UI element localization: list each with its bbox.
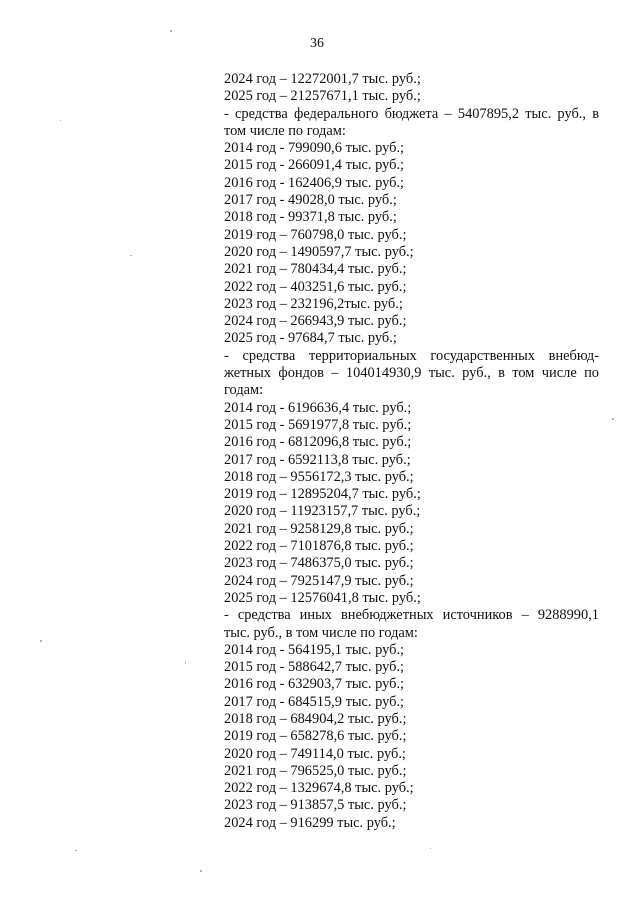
page-number: 36 [310,36,324,51]
text-line: том числе по годам: [224,122,346,139]
text-line: 2023 год – 232196,2тыс. руб.; [224,295,403,312]
text-line: 2025 год – 21257671,1 тыс. руб.; [224,88,421,105]
text-line: 2019 год – 658278,6 тыс. руб.; [224,728,407,745]
text-line: 2025 год - 97684,7 тыс. руб.; [224,330,397,347]
text-line: 2024 год – 7925147,9 тыс. руб.; [224,572,414,589]
text-line: 2024 год – 266943,9 тыс. руб.; [224,313,407,330]
text-line: 2024 год – 916299 тыс. руб.; [224,814,396,831]
text-line: 2021 год – 9258129,8 тыс. руб.; [224,520,414,537]
text-line: 2024 год – 12272001,7 тыс. руб.; [224,71,421,87]
text-line: - средства территориальных государственных внебюд- [224,347,599,364]
text-line: 2014 год - 564195,1 тыс. руб.; [224,641,405,658]
text-line: 2014 год - 799090,6 тыс. руб.; [224,140,405,157]
scan-speck [170,30,172,32]
text-line: 2014 год - 6196636,4 тыс. руб.; [224,399,412,416]
text-line: - средства федерального бюджета – 5407895,2 тыс. руб., в [224,105,599,122]
text-line: 2017 год - 49028,0 тыс. руб.; [224,192,397,209]
text-line: 2020 год – 1490597,7 тыс. руб.; [224,243,414,260]
text-line: 2015 год - 588642,7 тыс. руб.; [224,659,405,676]
text-line: 2015 год - 5691977,8 тыс. руб.; [224,416,412,433]
text-line: 2023 год – 913857,5 тыс. руб.; [224,797,407,814]
text-line: 2018 год – 9556172,3 тыс. руб.; [224,468,414,485]
text-line: 2025 год – 12576041,8 тыс. руб.; [224,589,421,606]
scan-speck [40,640,42,642]
document-body [224,71,599,832]
text-line: 2016 год - 6812096,8 тыс. руб.; [224,434,412,451]
scan-speck [200,870,202,872]
text-line: 2015 год - 266091,4 тыс. руб.; [224,157,405,174]
text-line: 2019 год – 12895204,7 тыс. руб.; [224,486,421,503]
text-line: 2016 год - 162406,9 тыс. руб.; [224,174,405,191]
text-line: 2017 год - 6592113,8 тыс. руб.; [224,451,411,468]
text-line: 2017 год - 684515,9 тыс. руб.; [224,693,405,710]
text-line: 2020 год – 11923157,7 тыс. руб.; [224,503,421,520]
text-line: жетных фондов – 104014930,9 тыс. руб., в том числе по [224,365,599,382]
text-line: 2019 год – 760798,0 тыс. руб.; [224,226,407,243]
text-line: 2020 год – 749114,0 тыс. руб.; [224,745,406,762]
text-line: годам: [224,382,264,399]
text-line: - средства иных внебюджетных источников – 9288990,1 [224,607,599,624]
scan-speck [612,418,614,420]
text-line: 2018 год – 684904,2 тыс. руб.; [224,710,407,727]
text-line: тыс. руб., в том числе по годам: [224,624,418,641]
scan-speck [130,255,132,256]
text-line: 2021 год – 780434,4 тыс. руб.; [224,261,407,278]
scan-speck [430,848,431,849]
text-line: 2022 год – 7101876,8 тыс. руб.; [224,538,414,555]
scan-speck [185,662,186,664]
text-line: 2022 год – 1329674,8 тыс. руб.; [224,780,414,797]
text-line: 2018 год - 99371,8 тыс. руб.; [224,209,397,226]
text-line: 2022 год – 403251,6 тыс. руб.; [224,278,407,295]
text-line: 2016 год - 632903,7 тыс. руб.; [224,676,405,693]
scan-speck [75,850,77,851]
text-line: 2023 год – 7486375,0 тыс. руб.; [224,555,414,572]
text-line: 2021 год – 796525,0 тыс. руб.; [224,762,407,779]
scan-speck [60,120,61,121]
